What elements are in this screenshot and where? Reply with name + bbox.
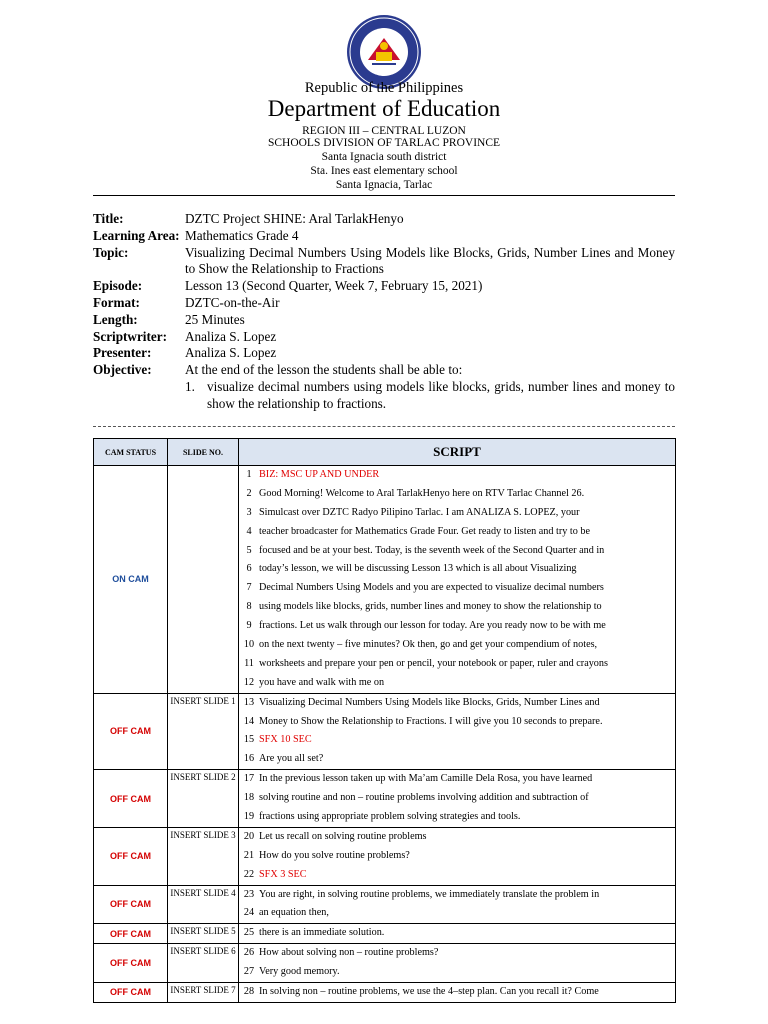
line-text: fractions using appropriate problem solving strategies and tools. — [259, 811, 521, 823]
script-line — [239, 866, 675, 885]
table-row — [94, 924, 676, 944]
script-line — [239, 808, 675, 827]
script-line — [239, 466, 675, 485]
script-line — [239, 504, 675, 523]
table-row — [94, 944, 676, 983]
script-cell — [239, 983, 676, 1003]
meta-topic: Topic: Visualizing Decimal Numbers Using Models like Blocks, Grids, Number Lines and Money to Show the Relationship to Fractions — [93, 244, 675, 277]
script-line — [239, 963, 675, 982]
line-number: 20 — [243, 830, 255, 842]
script-line — [239, 789, 675, 808]
line-text: solving routine and non – routine problems involving addition and subtraction of — [259, 792, 589, 804]
meta-presenter: Presenter: Analiza S. Lopez — [93, 345, 277, 361]
line-number: 16 — [243, 753, 255, 765]
line-number: 3 — [246, 506, 252, 518]
slide-no-header: SLIDE NO. — [168, 439, 239, 466]
slide-no-cell — [168, 466, 239, 694]
meta-format: Format: DZTC-on-the-Air — [93, 294, 280, 310]
script-table-header — [94, 439, 676, 466]
line-text: focused and be at your best. Today, is the seventh week of the Second Quarter and in — [259, 544, 605, 556]
line-text: In solving non – routine problems, we use the 4–step plan. Can you recall it? Come — [259, 986, 599, 998]
header-divider — [93, 195, 675, 196]
town-line: Santa Ignacia, Tarlac — [335, 179, 433, 191]
script-line — [239, 983, 675, 1002]
line-text: fractions. Let us walk through our lesson for today. Are you ready now to be with me — [259, 620, 606, 632]
line-number: 2 — [246, 487, 252, 499]
objective-item: 1. visualize decimal numbers using models like blocks, grids, number lines and money to show the relationship to fractions. — [185, 378, 675, 411]
script-line — [239, 713, 675, 732]
district-line: Santa Ignacia south district — [321, 151, 447, 163]
cam-status-cell: OFF CAM — [94, 770, 168, 828]
script-metadata — [93, 211, 675, 413]
line-number: 4 — [246, 525, 252, 537]
slide-no-cell: INSERT SLIDE 4 — [168, 885, 239, 924]
script-cell — [239, 827, 676, 885]
meta-episode: Episode: Lesson 13 (Second Quarter, Week 7, February 15, 2021) — [93, 278, 483, 294]
script-cell — [239, 944, 676, 983]
table-row — [94, 693, 676, 770]
cam-status-cell: ON CAM — [94, 466, 168, 694]
line-text: Decimal Numbers Using Models and you are expected to visualize decimal numbers — [259, 582, 604, 594]
script-header: SCRIPT — [239, 439, 676, 466]
script-line — [239, 485, 675, 504]
script-line — [239, 542, 675, 561]
line-text: an equation then, — [259, 907, 329, 919]
meta-title: Title: DZTC Project SHINE: Aral TarlakHenyo — [93, 211, 404, 226]
meta-length: Length: 25 Minutes — [93, 311, 245, 327]
slide-no-cell: INSERT SLIDE 1 — [168, 693, 239, 770]
meta-learning-area: Learning Area: Mathematics Grade 4 — [93, 227, 299, 243]
cam-status-header: CAM STATUS — [94, 439, 168, 466]
line-number: 18 — [243, 792, 255, 804]
line-text: In the previous lesson taken up with Ma’am Camille Dela Rosa, you have learned — [259, 773, 593, 785]
line-text: Let us recall on solving routine problems — [259, 830, 427, 842]
line-number: 11 — [244, 657, 254, 669]
line-number: 12 — [243, 676, 255, 688]
script-cell — [239, 885, 676, 924]
script-line — [239, 847, 675, 866]
line-text: How about solving non – routine problems? — [259, 947, 439, 959]
script-line — [239, 904, 675, 923]
line-number: 27 — [243, 966, 255, 978]
region-line: REGION III – CENTRAL LUZON — [302, 125, 466, 137]
line-number: 17 — [243, 773, 255, 785]
line-text: Are you all set? — [259, 753, 324, 765]
slide-no-cell: INSERT SLIDE 7 — [168, 983, 239, 1003]
line-number: 9 — [246, 620, 252, 632]
line-text: How do you solve routine problems? — [259, 849, 410, 861]
department-heading: Department of Education — [267, 96, 501, 121]
line-text: BIZ: MSC UP AND UNDER — [259, 469, 380, 480]
script-line — [239, 579, 675, 598]
line-text: worksheets and prepare your pen or pencil, your notebook or paper, ruler and crayons — [259, 657, 608, 669]
republic-heading: Republic of the Philippines — [304, 80, 464, 96]
line-number: 7 — [246, 582, 252, 594]
cam-status-cell: OFF CAM — [94, 693, 168, 770]
table-row — [94, 466, 676, 694]
table-row — [94, 770, 676, 828]
metadata-divider — [93, 426, 675, 427]
line-number: 25 — [243, 927, 255, 939]
script-line — [239, 770, 675, 789]
line-number: 6 — [246, 563, 252, 575]
line-text: SFX 3 SEC — [259, 868, 307, 880]
meta-scriptwriter: Scriptwriter: Analiza S. Lopez — [93, 328, 277, 344]
line-text: there is an immediate solution. — [259, 927, 385, 939]
script-line — [239, 636, 675, 655]
cam-status-cell: OFF CAM — [94, 944, 168, 983]
line-text: on the next twenty – five minutes? Ok then, go and get your compendium of notes, — [259, 639, 598, 651]
line-number: 23 — [243, 888, 255, 900]
script-line — [239, 944, 675, 963]
line-number: 14 — [243, 715, 255, 727]
cam-status-cell: OFF CAM — [94, 827, 168, 885]
table-row — [94, 827, 676, 885]
script-table — [93, 438, 676, 1003]
script-line — [239, 617, 675, 636]
line-number: 15 — [243, 734, 255, 746]
line-text: today’s lesson, we will be discussing Lesson 13 which is all about Visualizing — [259, 563, 577, 575]
line-text: SFX 10 SEC — [259, 734, 312, 746]
script-line — [239, 523, 675, 542]
line-number: 13 — [243, 696, 255, 708]
script-line — [239, 731, 675, 750]
cam-status-cell: OFF CAM — [94, 885, 168, 924]
deped-seal-icon — [346, 14, 422, 90]
line-number: 5 — [246, 544, 252, 556]
line-number: 22 — [243, 868, 255, 880]
table-row — [94, 983, 676, 1003]
script-line — [239, 886, 675, 905]
script-line — [239, 655, 675, 674]
line-text: Very good memory. — [259, 966, 340, 978]
line-number: 28 — [243, 986, 255, 998]
cam-status-cell: OFF CAM — [94, 924, 168, 944]
script-line — [239, 598, 675, 617]
script-cell — [239, 693, 676, 770]
line-text: teacher broadcaster for Mathematics Grade Four. Get ready to listen and try to be — [259, 525, 590, 537]
line-number: 21 — [243, 849, 255, 861]
line-text: You are right, in solving routine problems, we immediately translate the problem in — [259, 888, 600, 900]
meta-objective: Objective: At the end of the lesson the students shall be able to: — [93, 362, 463, 378]
slide-no-cell: INSERT SLIDE 2 — [168, 770, 239, 828]
line-text: Good Morning! Welcome to Aral TarlakHenyo here on RTV Tarlac Channel 26. — [259, 487, 585, 499]
slide-no-cell: INSERT SLIDE 6 — [168, 944, 239, 983]
script-line — [239, 674, 675, 693]
line-number: 10 — [243, 639, 255, 651]
line-text: Money to Show the Relationship to Fractions. I will give you 10 seconds to prepare. — [259, 715, 603, 727]
school-line: Sta. Ines east elementary school — [310, 165, 458, 177]
line-text: Simulcast over DZTC Radyo Pilipino Tarlac. I am ANALIZA S. LOPEZ, your — [259, 506, 580, 518]
slide-no-cell: INSERT SLIDE 3 — [168, 827, 239, 885]
script-line — [239, 694, 675, 713]
line-number: 24 — [243, 907, 255, 919]
line-number: 1 — [246, 469, 252, 480]
script-line — [239, 828, 675, 847]
cam-status-cell: OFF CAM — [94, 983, 168, 1003]
slide-no-cell: INSERT SLIDE 5 — [168, 924, 239, 944]
script-line — [239, 560, 675, 579]
division-line: SCHOOLS DIVISION OF TARLAC PROVINCE — [267, 137, 501, 149]
script-line — [239, 924, 675, 943]
line-number: 26 — [243, 947, 255, 959]
line-number: 19 — [243, 811, 255, 823]
line-text: Visualizing Decimal Numbers Using Models like Blocks, Grids, Number Lines and — [259, 696, 600, 708]
script-line — [239, 750, 675, 769]
script-cell — [239, 466, 676, 694]
line-text: you have and walk with me on — [259, 676, 385, 688]
line-number: 8 — [246, 601, 252, 613]
script-cell — [239, 924, 676, 944]
table-row — [94, 885, 676, 924]
script-cell — [239, 770, 676, 828]
line-text: using models like blocks, grids, number lines and money to show the relationship to — [259, 601, 602, 613]
